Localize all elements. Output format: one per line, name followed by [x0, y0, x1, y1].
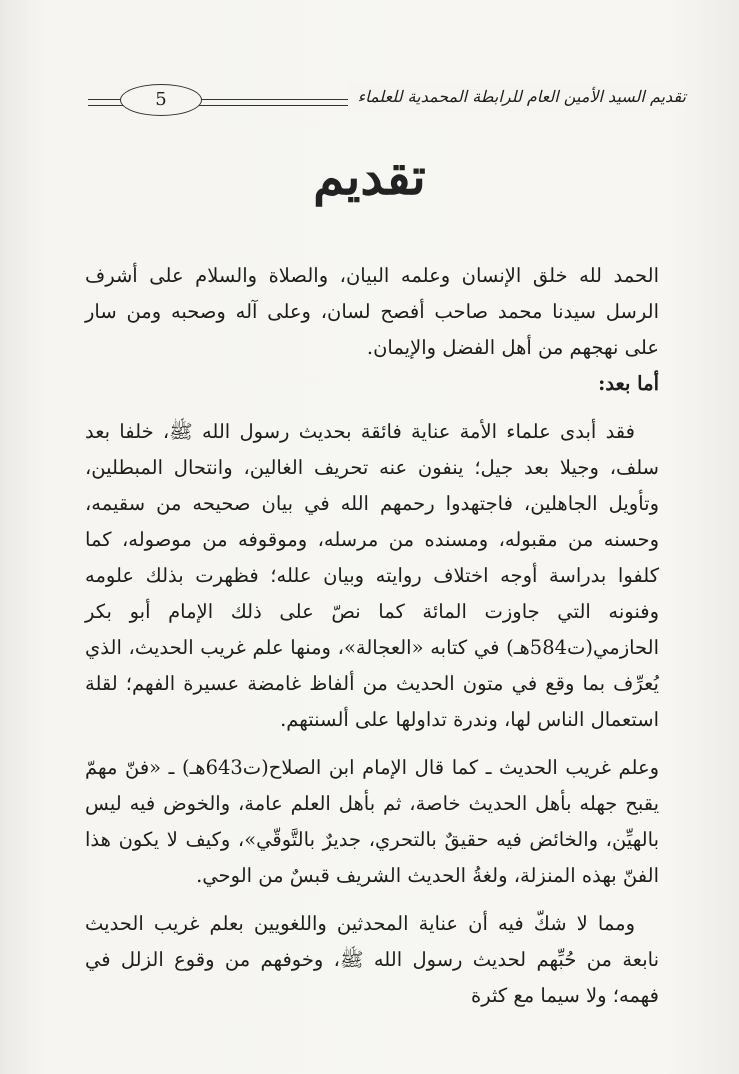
chapter-title: تقديم — [313, 147, 426, 206]
paragraph-hadith-care: فقد أبدى علماء الأمة عناية فائقة بحديث رسول الله ﷺ، خلفا بعد سلف، وجيلا بعد جيل؛ ينفون عنه تحريف الغالين، وانتحال المبطلين، وتأويل الجاهلين، فاجتهدوا رحمهم الله في بيان صحيحه من سقيمه، وحسنه من مقبوله، ومسنده من مرسله، وموقوفه من موصوله، كما كلفوا بدراسة أوجه اختلاف روايته وبيان علله؛ فظهرت بذلك علومه وفنونه التي جاوزت المائة كما نصّ على ذلك الإمام أبو بكر الحازمي(ت584هـ) في كتابه «العجالة»، ومنها علم غريب الحديث، الذي يُعرِّف بما وقع في متون الحديث من ألفاظ غامضة عسيرة الفهم؛ لقلة استعمال الناس لها، وندرة تداولها على ألسنتهم. — [85, 420, 659, 731]
paragraph-opening: الحمد لله خلق الإنسان وعلمه البيان، والصلاة والسلام على أشرف الرسل سيدنا محمد صاحب أفصح لسان، وعلى آله وصحبه ومن سار على نهجهم من أهل الفضل والإيمان. — [85, 264, 659, 359]
body-text — [85, 258, 659, 1014]
subheading-amma-bad: أما بعد: — [598, 372, 659, 395]
page-number: 5 — [120, 84, 202, 116]
paragraph-scholars-love: ومما لا شكّ فيه أن عناية المحدثين واللغويين بعلم غريب الحديث نابعة من حُبِّهم لحديث رسول الله ﷺ، وخوفهم من وقوع الزلل في فهمه؛ ولا سيما مع كثرة — [85, 912, 659, 1007]
running-header — [88, 82, 686, 116]
running-title: تقديم السيد الأمين العام للرابطة المحمدية للعلماء — [348, 82, 686, 112]
paragraph-gharib-importance: وعلم غريب الحديث ـ كما قال الإمام ابن الصلاح(ت643هـ) ـ «فنّ مهمّ يقبح جهله بأهل الحديث خاصة، ثم بأهل العلم عامة، والخوض فيه ليس بالهيِّن، والخائض فيه حقيقٌ بالتحري، جديرٌ بالتَّوقّي»، وكيف لا يكون هذا الفنّ بهذه المنزلة، ولغةُ الحديث الشريف قبسٌ من الوحي. — [85, 756, 659, 887]
